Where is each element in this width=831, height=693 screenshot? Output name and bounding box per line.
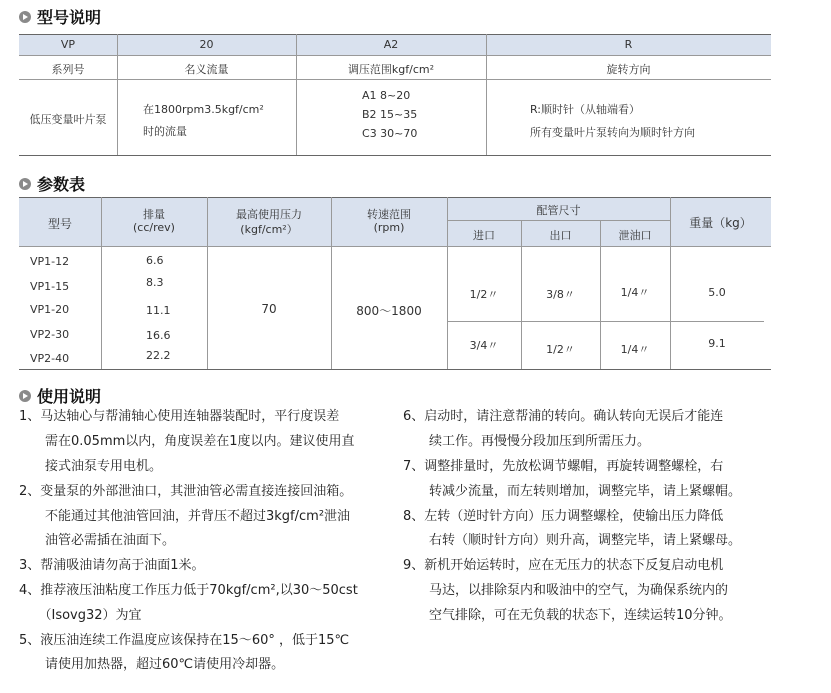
- section-model-title: [19, 5, 101, 28]
- pressure-option-b: B2 15~35: [362, 108, 418, 121]
- params-speed: 800～1800: [356, 304, 422, 318]
- params-h-weight: 重量（kg）: [689, 216, 752, 230]
- model-header-a2: A2: [383, 38, 399, 51]
- params-pressure: 70: [261, 302, 277, 316]
- section-usage-title-text: 使用说明: [37, 387, 102, 406]
- usage-line: （Isovg32）为宜: [19, 608, 142, 623]
- section-params-title: [19, 172, 85, 195]
- params-disp-row: 11.1: [146, 304, 171, 317]
- params-h-speed-1: 转速范围: [367, 208, 411, 221]
- usage-line: 转减少流量，而左转则增加，调整完毕，请上紧螺帽。: [403, 484, 742, 499]
- params-disp-row: 8.3: [146, 276, 164, 289]
- usage-line: 空气排除，可在无负载的状态下，连续运转10分钟。: [403, 608, 732, 623]
- params-h-inlet: 进口: [473, 229, 495, 242]
- params-model-row: VP1-12: [30, 255, 70, 268]
- pressure-option-a: A1 8~20: [362, 89, 411, 102]
- usage-line: 油管必需插在油面下。: [19, 533, 176, 548]
- model-series-name: 低压变量叶片泵: [29, 113, 107, 126]
- params-h-press-1: 最高使用压力: [236, 208, 302, 221]
- params-g2-inlet: 3/4〃: [469, 339, 499, 352]
- model-flow-line2: 时的流量: [143, 125, 187, 138]
- model-header-vp: VP: [60, 38, 76, 51]
- usage-line: 7、调整排量时，先放松调节螺帽，再旋转调整螺栓，右: [403, 459, 724, 474]
- usage-line: 1、马达轴心与帮浦轴心使用连轴器装配时，平行度误差: [19, 409, 340, 424]
- params-h-drain: 泄油口: [618, 229, 652, 242]
- usage-line: 右转（顺时针方向）则升高，调整完毕，请上紧螺母。: [403, 533, 742, 548]
- params-model-row: VP1-20: [30, 303, 70, 316]
- usage-line: 不能通过其他油管回油，并背压不超过3kgf/cm²泄油: [19, 509, 351, 524]
- params-g1-inlet: 1/2〃: [469, 288, 499, 301]
- model-sub-rotation: 旋转方向: [606, 63, 651, 76]
- model-rotation-line1: R:顺时针（从轴端看）: [530, 103, 641, 116]
- usage-line: 请使用加热器，超过60℃请使用冷却器。: [19, 657, 285, 672]
- params-disp-row: 16.6: [146, 329, 171, 342]
- params-h-speed-2: (rpm): [373, 221, 405, 234]
- model-rotation-line2: 所有变量叶片泵转向为顺时针方向: [530, 126, 695, 139]
- section-params-title-text: 参数表: [37, 175, 86, 194]
- bullet-icon: [19, 178, 31, 190]
- params-h-press-2: (kgf/cm²）: [240, 223, 298, 236]
- params-disp-row: 22.2: [146, 349, 171, 362]
- model-sub-series: 系列号: [51, 63, 85, 76]
- pressure-option-c: C3 30~70: [362, 127, 418, 140]
- model-header-20: 20: [199, 38, 214, 51]
- model-sub-pressure: 调压范围kgf/cm²: [347, 63, 435, 76]
- usage-line: 4、推荐液压油粘度工作压力低于70kgf/cm²,以30～50cst: [19, 583, 358, 598]
- params-model-row: VP1-15: [30, 280, 70, 293]
- model-header-r: R: [624, 38, 633, 51]
- usage-line: 续工作。再慢慢分段加压到所需压力。: [403, 434, 651, 449]
- usage-line: 3、帮浦吸油请勿高于油面1米。: [19, 558, 205, 573]
- usage-line: 需在0.05mm以内，角度误差在1度以内。建议使用直: [19, 434, 355, 449]
- params-h-model: 型号: [47, 217, 72, 231]
- params-model-row: VP2-40: [30, 352, 70, 365]
- params-h-outlet: 出口: [549, 229, 572, 242]
- bullet-icon: [19, 11, 31, 23]
- usage-line: 5、液压油连续工作温度应该保持在15～60° ，低于15℃: [19, 633, 350, 648]
- usage-line: 6、启动时，请注意帮浦的转向。确认转向无误后才能连: [403, 409, 724, 424]
- params-g1-drain: 1/4〃: [620, 286, 650, 299]
- section-model-title-text: 型号说明: [37, 8, 102, 27]
- params-g2-drain: 1/4〃: [620, 343, 650, 356]
- bullet-icon: [19, 390, 31, 402]
- model-sub-flow: 名义流量: [184, 63, 229, 76]
- params-g2-weight: 9.1: [708, 337, 726, 350]
- params-h-disp-1: 排量: [143, 208, 165, 221]
- params-disp-row: 6.6: [146, 254, 164, 267]
- params-g1-outlet: 3/8〃: [546, 288, 575, 301]
- usage-line: 马达，以排除泵内和吸油中的空气，为确保系统内的: [403, 583, 729, 598]
- params-g2-outlet: 1/2〃: [546, 343, 575, 356]
- params-h-pipe: 配管尺寸: [536, 204, 581, 217]
- params-h-disp-2: (cc/rev): [133, 221, 175, 234]
- params-g1-weight: 5.0: [708, 286, 726, 299]
- usage-line: 接式油泵专用电机。: [19, 459, 163, 474]
- usage-line: 2、变量泵的外部泄油口，其泄油管必需直接连接回油箱。: [19, 484, 353, 499]
- usage-line: 8、左转（逆时针方向）压力调整螺栓，使输出压力降低: [403, 509, 724, 524]
- model-flow-line1: 在1800rpm3.5kgf/cm²: [143, 103, 264, 116]
- usage-line: 9、新机开始运转时，应在无压力的状态下反复启动电机: [403, 558, 724, 573]
- params-model-row: VP2-30: [30, 328, 70, 341]
